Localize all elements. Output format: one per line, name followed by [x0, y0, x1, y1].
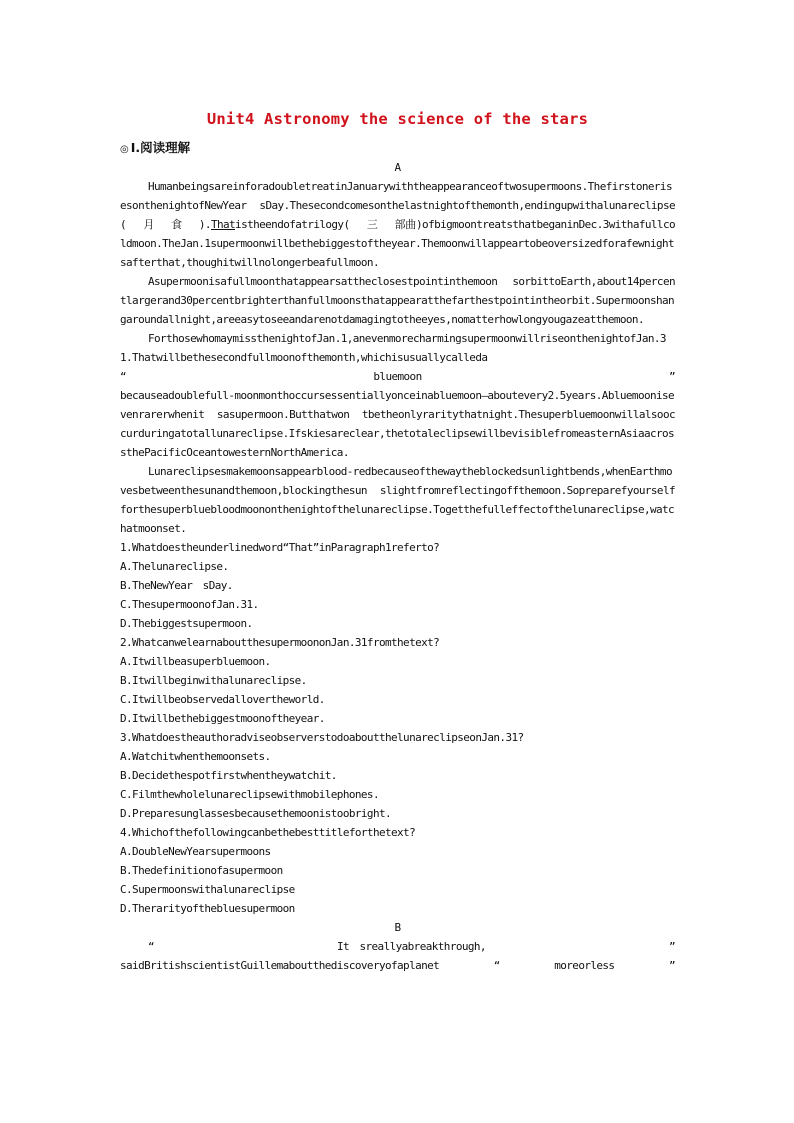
document-body	[120, 158, 675, 975]
question-option: B.Thedefinitionofasupermoon	[120, 864, 283, 877]
question-option: A.Watchitwhenthemoonsets.	[120, 750, 271, 763]
paragraph-text: istheendofatrilogy( 三 部曲)ofbigmoontreatsthatbeganinDec.3withafullcoldmoon.TheJan.1supermoonwillbethebiggestoftheyear.Themoonwillappeartobeoversizedforafewnightsafterthat,thoughitwillnolongerbeafullmoon.	[120, 218, 675, 269]
question-item	[120, 538, 675, 633]
passage-b-second-line	[120, 956, 675, 975]
question-option: A.Itwillbeasuperbluemoon.	[120, 655, 271, 668]
section-label: Ⅰ.阅读理解	[130, 140, 191, 155]
question-option: B.TheNewYear sDay.	[120, 579, 233, 592]
passage-a-paragraph-1	[120, 177, 675, 272]
question-option: C.Filmthewholelunareclipsewithmobilephones.	[120, 788, 379, 801]
question-stem: 4.Whichofthefollowingcanbethebesttitleforthetext?	[120, 826, 416, 839]
question-option: A.DoubleNewYearsupermoons	[120, 845, 271, 858]
passage-a-paragraph-2: Asupermoonisafullmoonthatappearsattheclosestpointinthemoon sorbittoEarth,about14percentlargerand30percentbrighterthanfullmoonsthatappearatthefarthestpointintheorbit.Supermoonshangaroundallnight,areeasytoseeandarenotdamagingtotheeyes,nomatterhowlongyougazeatthemoon.	[120, 275, 675, 326]
question-option: D.Thebiggestsupermoon.	[120, 617, 253, 630]
open-quote: “	[148, 940, 155, 953]
question-stem: 2.WhatcanwelearnaboutthesupermoononJan.31fromthetext?	[120, 636, 440, 649]
question-item	[120, 823, 675, 918]
passage-a-paragraph-4: Lunareclipsesmakemoonsappearblood-redbecauseofthewaytheblockedsunlightbends,whenEarthmovesbetweenthesunandthemoon,blockingthesun slightfromreflectingoffthemoon.Sopreparefyourselfforthesuperbluebloodmoononthenightofthelunareclipse.Togetthefulleffectofthelunareclipse,watchatmoonset.	[120, 465, 675, 535]
passage-a-label: A	[394, 161, 401, 174]
question-option: D.Preparesunglassesbecausethemoonistoobright.	[120, 807, 392, 820]
section-heading	[120, 138, 190, 156]
quoted-text: It sreallyabreakthrough,	[337, 940, 486, 953]
paragraph-text: HumanbeingsareinforadoubletreatinJanuarywiththeappearanceoftwosupermoons.ThefirstonerisesonthenightofNewYear sDay.Thesecondcomesonthelastnightofthemonth,endingupwithalunareclipse( 月 食 ).	[120, 180, 675, 231]
quoted-text: moreorless	[554, 959, 615, 972]
passage-a-quote-line	[120, 367, 675, 386]
passage-b-first-line	[120, 937, 675, 956]
section-marker-icon: ◎	[120, 144, 129, 155]
question-option: D.Itwillbethebiggestmoonoftheyear.	[120, 712, 325, 725]
close-quote: ”	[668, 959, 675, 972]
question-option: C.Supermoonswithalunareclipse	[120, 883, 295, 896]
question-option: A.Thelunareclipse.	[120, 560, 229, 573]
question-option: D.Therarityofthebluesupermoon	[120, 902, 295, 915]
question-stem: 3.WhatdoestheauthoradviseobserverstodoaboutthelunareclipseonJan.31?	[120, 731, 524, 744]
passage-a-paragraph-3-rest: becauseadoublefull-moonmonthoccursessentiallyonceinabluemoon—aboutevery2.5years.Abluemoonisevenrarerwhenit sasupermoon.Butthatwon tbetheonlyraritythatnight.Thesuperbluemoonwillalsooccurduringatotallunareclipse.Ifskiesareclear,thetotaleclipsewillbevisiblefromeasternAsiaacrossthePacificOceantowesternNorthAmerica.	[120, 389, 675, 459]
underlined-word: That	[210, 218, 236, 231]
question-option: C.Itwillbeobservedallovertheworld.	[120, 693, 325, 706]
question-item	[120, 633, 675, 728]
passage-b-text: saidBritishscientistGuillemaboutthediscoveryofaplanet	[120, 959, 440, 972]
question-item	[120, 728, 675, 823]
question-stem: 1.Whatdoestheunderlinedword“That”inParagraph1referto?	[120, 541, 440, 554]
open-quote: “	[493, 959, 500, 972]
page-title: Unit4 Astronomy the science of the stars	[206, 110, 589, 128]
passage-a-paragraph-3: ForthosewhomaymissthenightofJan.1,anevenmorecharmingsupermoonwillriseonthenightofJan.31.Thatwillbethesecondfullmoonofthemonth,whichisusuallycalleda	[120, 332, 666, 364]
passage-b-label: B	[394, 921, 401, 934]
close-quote: ”	[668, 370, 675, 383]
quoted-term: bluemoon	[373, 370, 422, 383]
close-quote: ”	[668, 940, 675, 953]
question-option: B.Itwillbeginwithalunareclipse.	[120, 674, 307, 687]
question-list	[120, 538, 675, 918]
question-option: C.ThesupermoonofJan.31.	[120, 598, 259, 611]
open-quote: “	[120, 370, 127, 383]
question-option: B.Decidethespotfirstwhentheywatchit.	[120, 769, 337, 782]
